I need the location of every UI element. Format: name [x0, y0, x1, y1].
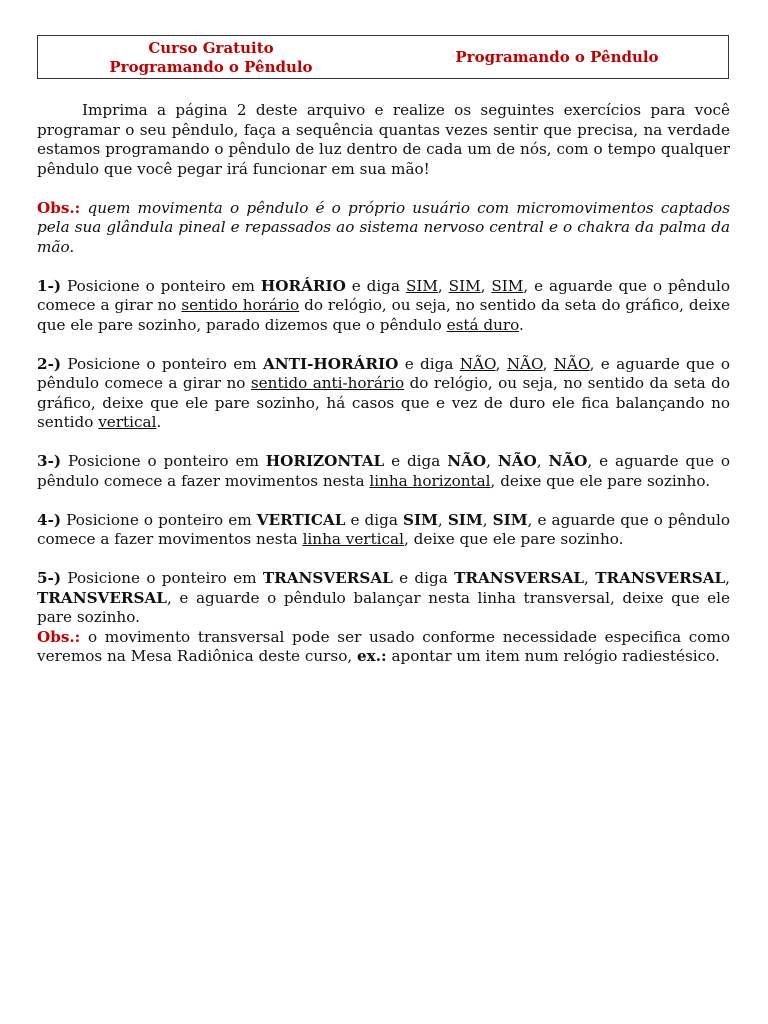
- obs-text: apontar um item num relógio radiestésico.: [386, 647, 720, 665]
- step-text: do relógio, ou seja, no sentido da seta do gráfico, deixe que ele pare sozinho, parado dizemos que o pêndulo: [37, 296, 731, 334]
- header-box: [37, 35, 729, 79]
- step-3: [37, 452, 730, 491]
- underlined-term: está duro: [446, 315, 520, 334]
- obs-label: Obs.:: [37, 627, 81, 646]
- obs-label: Obs.:: [37, 198, 81, 217]
- separator: ,: [725, 569, 730, 587]
- header-left: [38, 39, 384, 77]
- separator: ,: [480, 276, 492, 295]
- step-text: , deixe que ele pare sozinho.: [490, 471, 711, 490]
- separator: ,: [482, 510, 493, 529]
- step-text: Posicione o ponteiro em: [61, 276, 261, 295]
- underlined-term: linha vertical: [302, 530, 404, 548]
- step-text: , e aguarde o pêndulo balançar nesta linha transversal, deixe que ele pare sozinho.: [37, 588, 730, 626]
- page-title: Programando o Pêndulo: [455, 48, 659, 66]
- step-text: e diga: [345, 510, 404, 529]
- underlined-term: sentido anti-horário: [250, 374, 405, 392]
- obs-paragraph-1: [37, 199, 730, 258]
- step-number: 4-): [37, 510, 62, 529]
- separator: ,: [486, 452, 498, 470]
- answer-word: SIM: [448, 276, 481, 295]
- step-number: 5-): [37, 569, 62, 587]
- step-text: , e aguarde que o pêndulo comece a girar no: [37, 276, 730, 314]
- answer-word: TRANSVERSAL: [595, 569, 726, 587]
- course-title: Programando o Pêndulo: [109, 58, 313, 76]
- answer-word: TRANSVERSAL: [454, 569, 585, 587]
- step-text: .: [156, 413, 162, 431]
- step-number: 1-): [37, 276, 62, 295]
- answer-word: SIM: [492, 510, 528, 529]
- answer-word: TRANSVERSAL: [37, 588, 167, 607]
- step-text: Posicione o ponteiro em: [61, 569, 263, 587]
- answer-word: NÃO: [548, 452, 588, 470]
- step-keyword: TRANSVERSAL: [262, 569, 393, 587]
- step-keyword: HORÁRIO: [260, 276, 346, 295]
- answer-word: SIM: [403, 510, 438, 529]
- answer-word: NÃO: [459, 354, 496, 373]
- step-text: , deixe que ele pare sozinho.: [403, 530, 624, 548]
- separator: ,: [437, 510, 448, 529]
- step-text: Posicione o ponteiro em: [61, 354, 264, 373]
- obs-text: quem movimenta o pêndulo é o próprio usuário com micromovimentos captados pela sua glândula pineal e repassados ao sistema nervoso central e o chakra da palma da mão.: [37, 198, 730, 256]
- separator: ,: [437, 276, 449, 295]
- step-text: e diga: [392, 569, 455, 587]
- step-text: Posicione o ponteiro em: [61, 452, 266, 470]
- step-keyword: VERTICAL: [256, 510, 346, 529]
- step-keyword: HORIZONTAL: [265, 452, 385, 470]
- answer-word: NÃO: [553, 354, 590, 373]
- course-label: Curso Gratuito: [148, 39, 274, 57]
- answer-word: SIM: [447, 510, 483, 529]
- step-4: [37, 511, 730, 550]
- step-text: do relógio, ou seja, no sentido da seta do gráfico, deixe que ele pare sozinho, há casos que e vez de duro ele fica balançando no sentido: [37, 374, 730, 431]
- step-2: [37, 355, 730, 433]
- step-text: , e aguarde que o pêndulo comece a fazer movimentos nesta: [37, 452, 731, 490]
- answer-word: SIM: [491, 276, 524, 295]
- step-text: Posicione o ponteiro em: [61, 510, 257, 529]
- obs-text: o movimento transversal pode ser usado conforme necessidade especifica como veremos na Mesa Radiônica deste curso,: [37, 627, 730, 665]
- underlined-term: vertical: [98, 413, 157, 431]
- answer-word: NÃO: [506, 354, 543, 373]
- step-text: e diga: [398, 354, 460, 373]
- intro-paragraph: Imprima a página 2 deste arquivo e realize os seguintes exercícios para você programar o seu pêndulo, faça a sequência quantas vezes sentir que precisa, na verdade estamos programando o pêndulo de luz dentro de cada um de nós, com o tempo qualquer pêndulo que você pegar irá funcionar em sua mão!: [37, 101, 730, 178]
- underlined-term: sentido horário: [181, 296, 300, 314]
- step-1: [37, 277, 730, 336]
- step-number: 3-): [37, 452, 62, 470]
- step-text: , e aguarde que o pêndulo comece a girar no: [37, 354, 731, 392]
- step-text: e diga: [345, 276, 406, 295]
- answer-word: NÃO: [447, 452, 487, 470]
- separator: ,: [542, 354, 554, 373]
- step-5: [37, 569, 730, 628]
- separator: ,: [584, 569, 596, 587]
- separator: ,: [495, 354, 507, 373]
- underlined-term: linha horizontal: [369, 471, 491, 490]
- step-text: e diga: [384, 452, 448, 470]
- example-label: ex.:: [357, 647, 387, 665]
- answer-word: NÃO: [497, 452, 537, 470]
- step-keyword: ANTI-HORÁRIO: [263, 354, 399, 373]
- obs-paragraph-2: [37, 628, 730, 667]
- step-text: , e aguarde que o pêndulo comece a fazer movimentos nesta: [37, 510, 731, 548]
- separator: ,: [536, 452, 549, 470]
- answer-word: SIM: [405, 276, 438, 295]
- document-body: [37, 101, 730, 667]
- step-text: .: [519, 315, 524, 334]
- step-number: 2-): [37, 354, 62, 373]
